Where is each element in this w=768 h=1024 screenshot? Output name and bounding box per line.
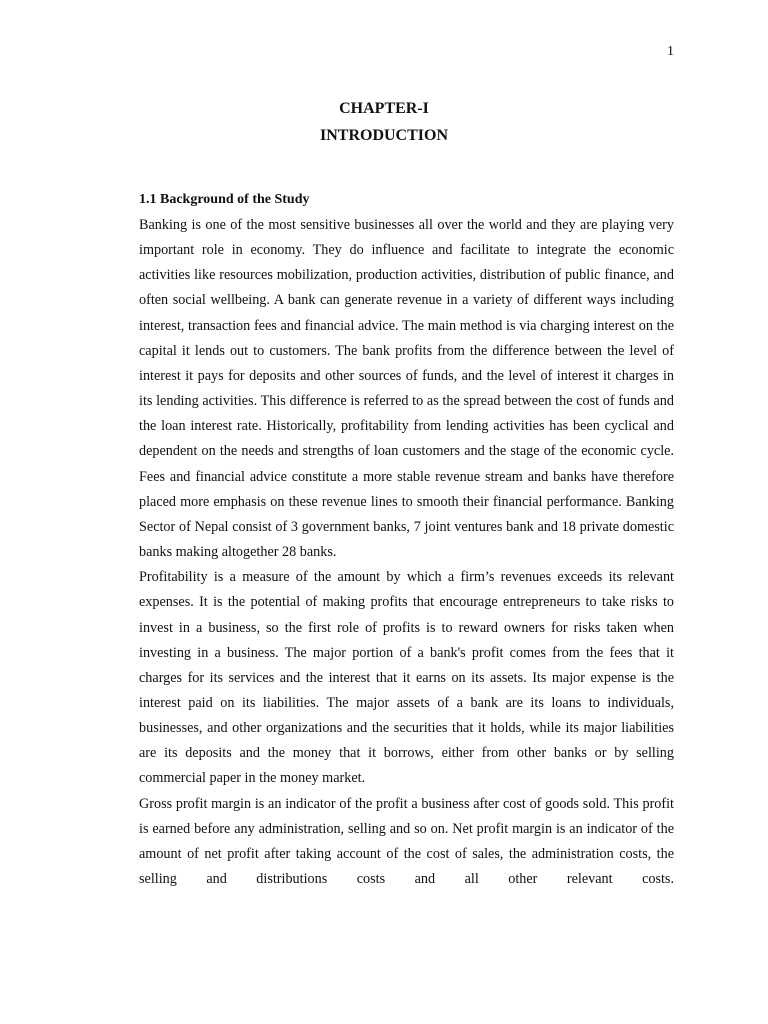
chapter-heading (0, 95, 768, 149)
page-number: 1 (667, 44, 674, 59)
paragraph-banking-background: Banking is one of the most sensitive businesses all over the world and they are playing very important role in economy. They do influence and facilitate to integrate the economic activities like resources mobilization, production activities, distribution of public finance, and often social wellbeing. A bank can generate revenue in a variety of different ways including interest, transaction fees and financial advice. The main method is via charging interest on the capital it lends out to customers. The bank profits from the difference between the level of interest it pays for deposits and other sources of funds, and the level of interest it charges in its lending activities. This difference is referred to as the spread between the cost of funds and the loan interest rate. Historically, profitability from lending activities has been cyclical and dependent on the needs and strengths of loan customers and the stage of the economic cycle. Fees and financial advice constitute a more stable revenue stream and banks have therefore placed more emphasis on these revenue lines to smooth their financial performance. Banking Sector of Nepal consist of 3 government banks, 7 joint ventures bank and 18 private domestic banks making altogether 28 banks. (139, 217, 674, 561)
paragraph-profitability: Profitability is a measure of the amount by which a firm’s revenues exceeds its relevant expenses. It is the potential of making profits that encourage entrepreneurs to take risks to invest in a business, so the first role of profits is to reward owners for risks taken when investing in a business. The major portion of a bank's profit comes from the fees that it charges for its services and the interest that it earns on its assets. Its major expense is the interest paid on its liabilities. The major assets of a bank are its loans to individuals, businesses, and other organizations and the securities that it holds, while its major liabilities are its deposits and the money that it borrows, either from other banks or by selling commercial paper in the money market. (139, 569, 674, 787)
chapter-label: CHAPTER-I (339, 100, 429, 117)
chapter-title: INTRODUCTION (319, 127, 448, 144)
paragraph-profit-margin: Gross profit margin is an indicator of the profit a business after cost of goods sold. This profit is earned before any administration, selling and so on. Net profit margin is an indicator of the amount of net profit after taking account of the cost of sales, the administration costs, the selling and distributions costs and all other relevant costs. (139, 795, 674, 888)
section-heading: 1.1 Background of the Study (139, 192, 310, 207)
body-text (139, 213, 674, 892)
